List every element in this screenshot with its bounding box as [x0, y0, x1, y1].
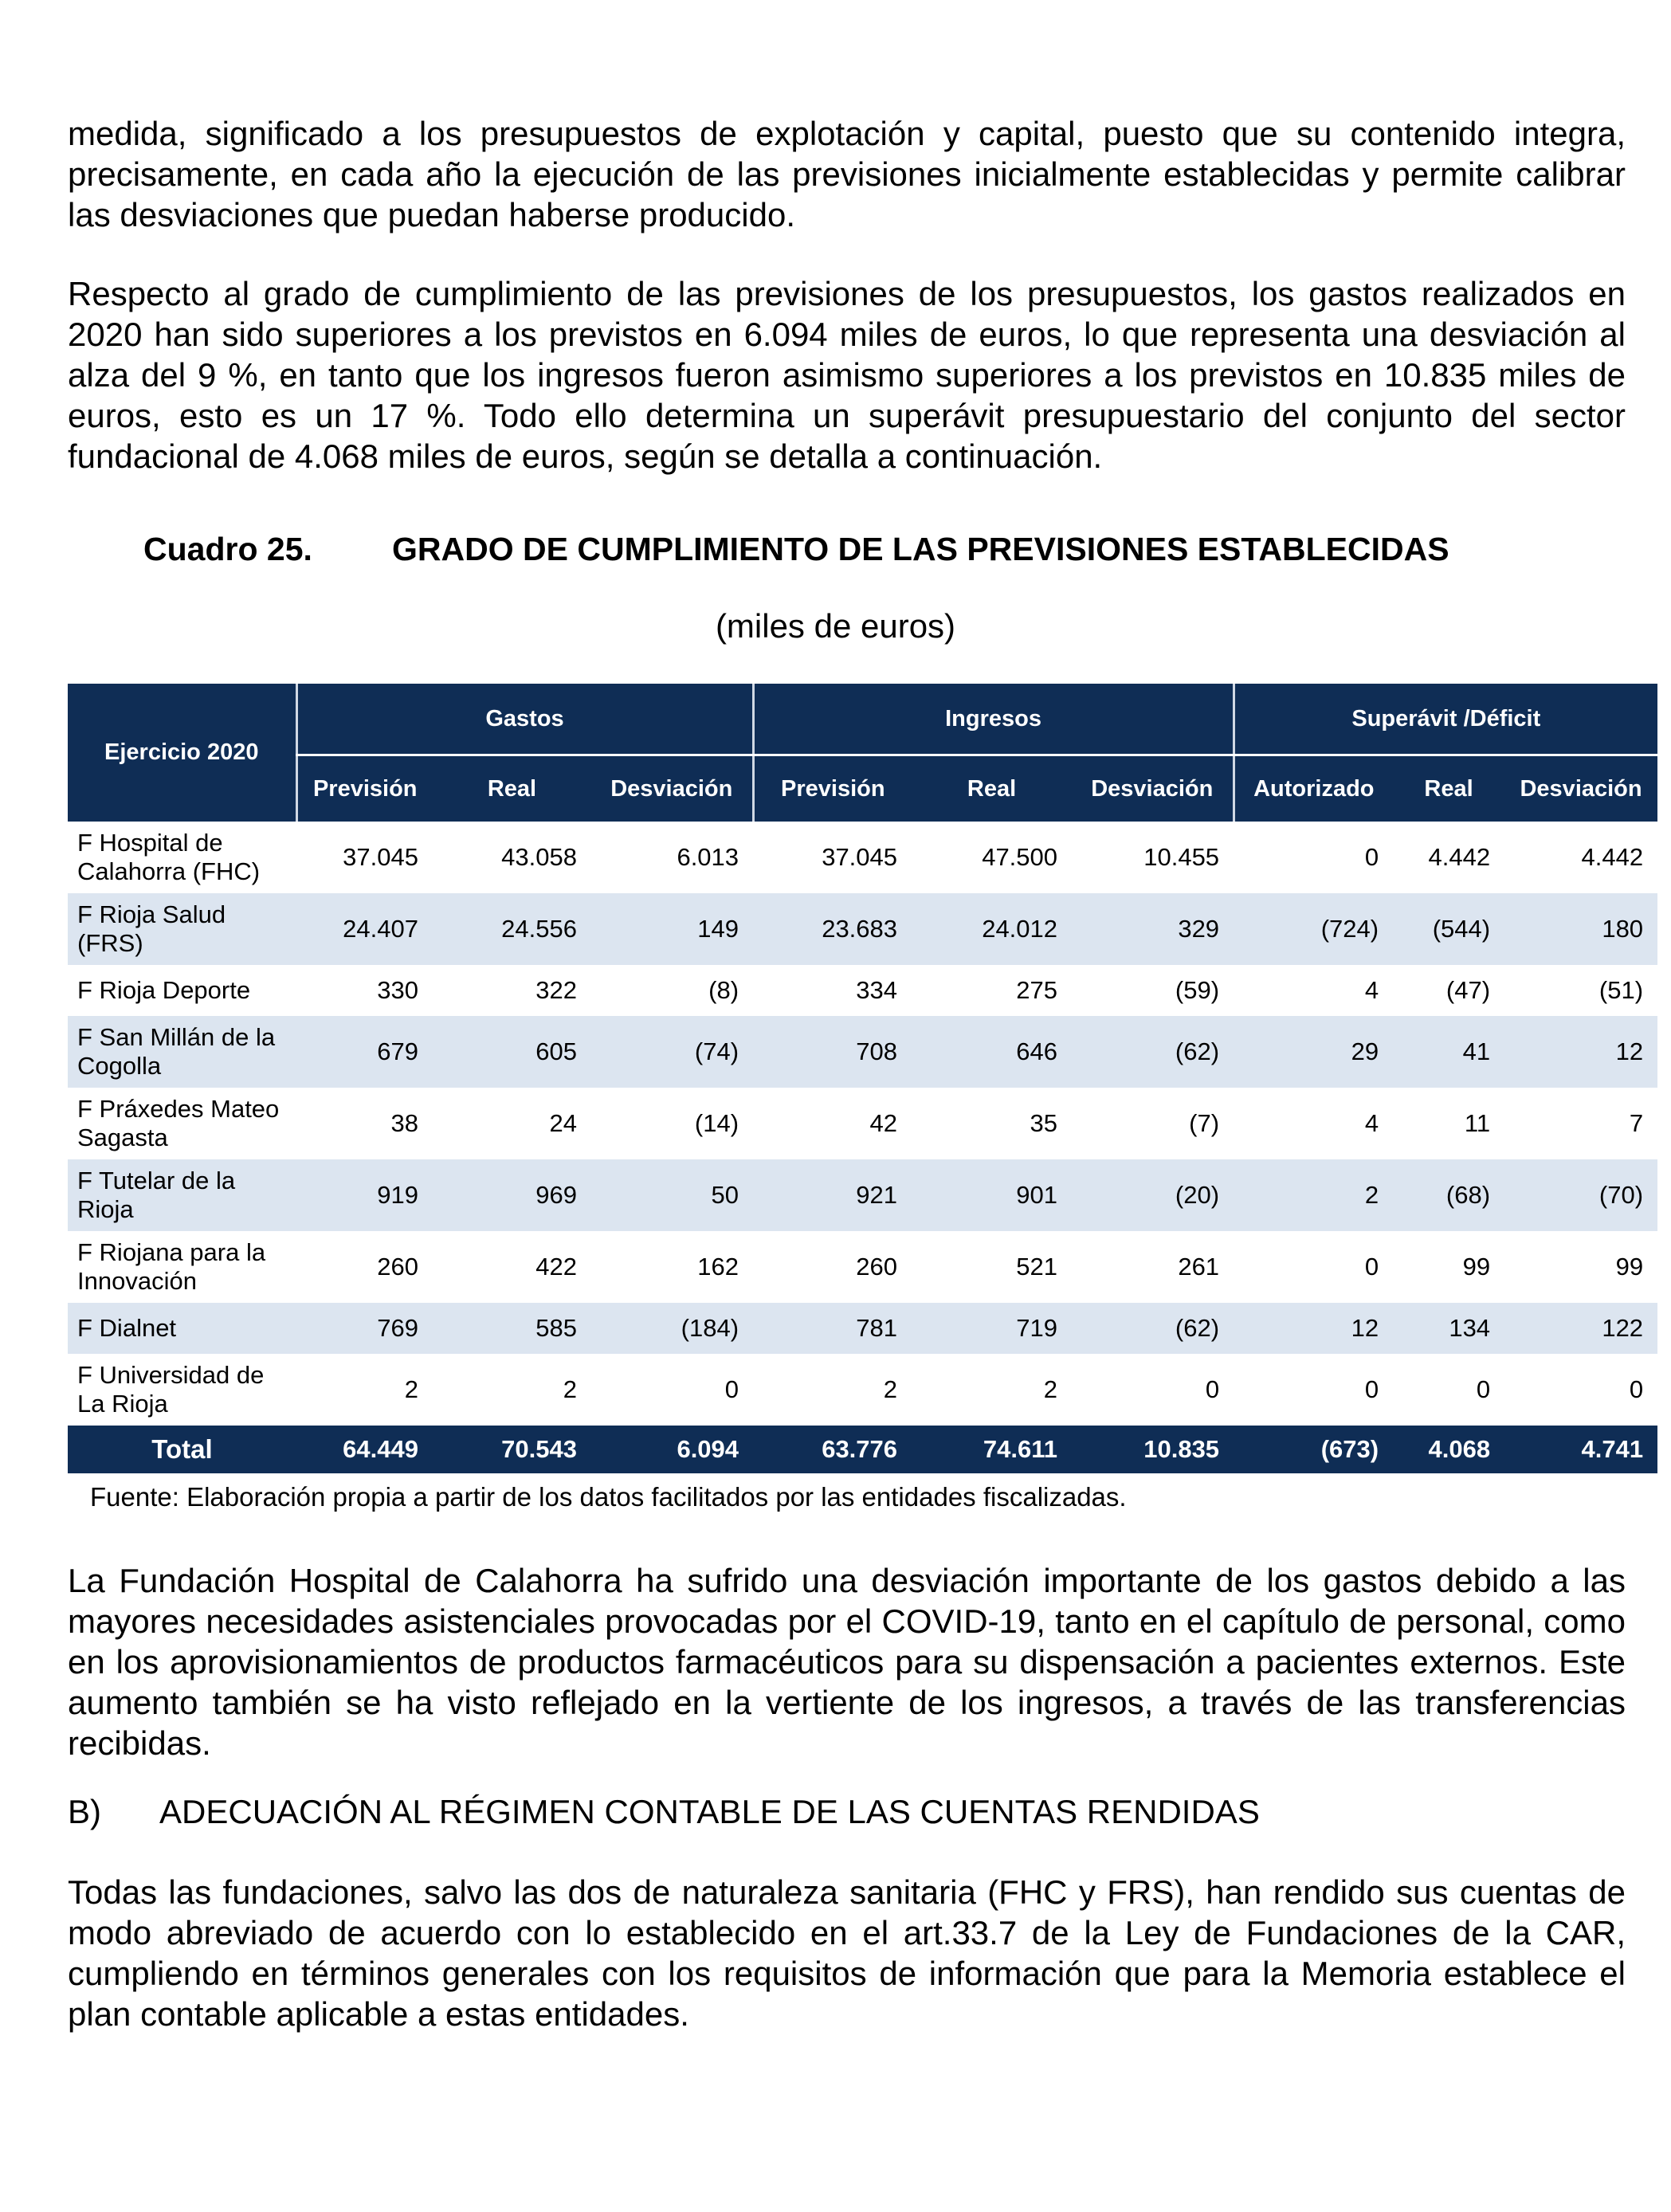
table-cell: 334 [856, 976, 898, 1004]
total-cell: (673) [1234, 1426, 1393, 1473]
table-cell: 134 [1393, 1303, 1504, 1354]
total-cell: 63.776 [753, 1426, 912, 1473]
table-row [68, 1016, 1657, 1088]
corner-header: Ejercicio 2020 [68, 684, 296, 822]
table-row [68, 1231, 1657, 1303]
table-cell: 4.442 [1581, 843, 1644, 871]
table-cell: 921 [753, 1159, 912, 1231]
table-body [68, 822, 1657, 1426]
group-header-ingresos: Ingresos [753, 684, 1234, 755]
table-cell: 2 [563, 1375, 577, 1403]
table-cell: (74) [591, 1016, 753, 1088]
table-cell: 41 [1393, 1016, 1504, 1088]
table-cell: (724) [1234, 893, 1393, 965]
table-cell: 4 [1364, 976, 1379, 1004]
table-cell: (62) [1072, 1016, 1234, 1088]
table-cell: 37.045 [343, 843, 418, 871]
total-cell: 70.543 [433, 1426, 591, 1473]
table-cell: 521 [1016, 1253, 1058, 1281]
table-cell: 4 [1364, 1109, 1379, 1137]
table-cell: 38 [390, 1109, 418, 1137]
table-cell: (14) [694, 1109, 739, 1137]
table-row [68, 822, 1657, 893]
table-cell: 42 [869, 1109, 898, 1137]
table-cell: 261 [1178, 1253, 1220, 1281]
table-cell: 24.012 [912, 893, 1072, 965]
table-cell: (68) [1393, 1159, 1504, 1231]
table-cell: 149 [591, 893, 753, 965]
column-header: Autorizado [1234, 755, 1393, 822]
table-cell: 12 [1234, 1303, 1393, 1354]
table-cell: 329 [1072, 893, 1234, 965]
total-cell: 64.449 [296, 1426, 433, 1473]
table-cell: 646 [912, 1016, 1072, 1088]
table-cell: 719 [912, 1303, 1072, 1354]
table-cell: 37.045 [822, 843, 898, 871]
table-cell: 901 [912, 1159, 1072, 1231]
column-header: Previsión [753, 755, 912, 822]
paragraph-grado-cumplimiento: Respecto al grado de cumplimiento de las previsiones de los presupuestos, los gastos realizados en 2020 han sido superiores a los previstos en 6.094 miles de euros, lo que representa una desviación al alza del 9 %, en tanto que los ingresos fueron asimismo superiores a los previstos en 10.835 miles de euros, esto es un 17 %. Todo ello determina un superávit presupuestario del conjunto del sector fundacional de 4.068 miles de euros, según se detalla a continuación. [68, 275, 1626, 475]
table-cell: (20) [1072, 1159, 1234, 1231]
caption-title: GRADO DE CUMPLIMIENTO DE LAS PREVISIONES ESTABLECIDAS [392, 531, 1449, 567]
column-header: Desviación [1072, 755, 1234, 822]
table-cell: 24 [549, 1109, 577, 1137]
table-cell: 0 [1629, 1375, 1644, 1403]
column-header: Real [912, 755, 1072, 822]
table-cell: 99 [1462, 1253, 1491, 1281]
group-header-superavit: Superávit /Déficit [1234, 684, 1657, 755]
paragraph-intro: medida, significado a los presupuestos de explotación y capital, puesto que su contenido integra, precisamente, en cada año la ejecución de las previsiones inicialmente establecidas y permite calibrar las desviaciones que puedan haberse producido. [68, 115, 1626, 233]
table-cell: 769 [296, 1303, 433, 1354]
column-header: Real [1393, 755, 1504, 822]
table-cell: 29 [1234, 1016, 1393, 1088]
table-cell: 322 [535, 976, 577, 1004]
table-cell: (70) [1504, 1159, 1657, 1231]
section-letter: B) [68, 1793, 101, 1830]
table-cell: 47.500 [982, 843, 1058, 871]
column-header: Real [433, 755, 591, 822]
caption-number: Cuadro 25. [143, 531, 312, 567]
row-label: F San Millán de la Cogolla [68, 1016, 296, 1088]
table-cell: 0 [1364, 1253, 1379, 1281]
table-cell: 12 [1504, 1016, 1657, 1088]
table-cell: 330 [377, 976, 418, 1004]
row-label: F Dialnet [68, 1303, 296, 1354]
column-header: Desviación [1504, 755, 1657, 822]
table-cell: (47) [1445, 976, 1491, 1004]
table-cell: (8) [708, 976, 739, 1004]
table-cell: 122 [1504, 1303, 1657, 1354]
table-cell: (7) [1189, 1109, 1220, 1137]
section-title: ADECUACIÓN AL RÉGIMEN CONTABLE DE LAS CUENTAS RENDIDAS [159, 1793, 1260, 1830]
table-cell: 781 [753, 1303, 912, 1354]
table-row [68, 1088, 1657, 1159]
table-cell: (51) [1598, 976, 1644, 1004]
table-cell: 23.683 [753, 893, 912, 965]
table-cell: 260 [856, 1253, 898, 1281]
table-source-note: Fuente: Elaboración propia a partir de los datos facilitados por las entidades fiscalizadas. [90, 1482, 1127, 1512]
table-cell: (62) [1072, 1303, 1234, 1354]
section-b-heading [68, 1793, 1260, 1831]
table-cell: 2 [1043, 1375, 1058, 1403]
table-cell: 2 [1234, 1159, 1393, 1231]
row-label: F Hospital de Calahorra (FHC) [77, 829, 261, 885]
table-cell: 50 [591, 1159, 753, 1231]
table-cell: 4.442 [1428, 843, 1491, 871]
total-cell: 4.741 [1504, 1426, 1657, 1473]
table-row [68, 1303, 1657, 1354]
table-cell: 708 [753, 1016, 912, 1088]
group-header-gastos: Gastos [296, 684, 753, 755]
total-cell: 4.068 [1393, 1426, 1504, 1473]
column-header: Previsión [296, 755, 433, 822]
table-cell: 6.013 [677, 843, 739, 871]
table-cell: 275 [1016, 976, 1058, 1004]
total-cell: 6.094 [591, 1426, 753, 1473]
table-cell: 43.058 [501, 843, 577, 871]
paragraph-cuentas-abreviadas: Todas las fundaciones, salvo las dos de naturaleza sanitaria (FHC y FRS), han rendido sus cuentas de modo abreviado de acuerdo con lo establecido en el art.33.7 de la Ley de Fundaciones de la CAR, cumpliendo en términos generales con los requisitos de información que para la Memoria establece el plan contable aplicable a estas entidades. [68, 1873, 1626, 2033]
table-cell: 969 [433, 1159, 591, 1231]
table-cell: 35 [1030, 1109, 1058, 1137]
table-cell: (544) [1393, 893, 1504, 965]
table-units: (miles de euros) [715, 607, 956, 645]
table-cell: 11 [1464, 1109, 1491, 1137]
table-cell: 422 [535, 1253, 577, 1281]
row-label: F Riojana para la Innovación [77, 1238, 266, 1295]
table-cell: 260 [377, 1253, 418, 1281]
row-label: F Rioja Salud (FRS) [68, 893, 296, 965]
table-cell: 0 [724, 1375, 739, 1403]
row-label: F Rioja Deporte [77, 976, 251, 1004]
total-cell: 10.835 [1072, 1426, 1234, 1473]
table-cell: 585 [433, 1303, 591, 1354]
table-cell: 99 [1615, 1253, 1644, 1281]
budget-compliance-table [68, 684, 1657, 1473]
table-cell: 0 [1364, 843, 1379, 871]
total-label: Total [68, 1426, 296, 1473]
table-cell: 919 [296, 1159, 433, 1231]
table-cell: 10.455 [1143, 843, 1220, 871]
table-cell: 605 [433, 1016, 591, 1088]
table-row [68, 1159, 1657, 1231]
table-cell: (59) [1175, 976, 1220, 1004]
table-cell: 2 [883, 1375, 898, 1403]
table-cell: 679 [296, 1016, 433, 1088]
row-label: F Tutelar de la Rioja [68, 1159, 296, 1231]
table-cell: 7 [1629, 1109, 1644, 1137]
table-cell: 0 [1476, 1375, 1491, 1403]
table-cell: (184) [591, 1303, 753, 1354]
table-caption [143, 531, 1449, 568]
table-row [68, 893, 1657, 965]
paragraph-fhc-desviacion: La Fundación Hospital de Calahorra ha sufrido una desviación importante de los gastos debido a las mayores necesidades asistenciales provocadas por el COVID-19, tanto en el capítulo de personal, como en los aprovisionamientos de productos farmacéuticos para su dispensación a pacientes externos. Este aumento también se ha visto reflejado en la vertiente de los ingresos, a través de las transferencias recibidas. [68, 1562, 1626, 1762]
table-cell: 0 [1364, 1375, 1379, 1403]
table-cell: 0 [1205, 1375, 1220, 1403]
table-cell: 24.556 [433, 893, 591, 965]
table-row [68, 1354, 1657, 1426]
total-cell: 74.611 [912, 1426, 1072, 1473]
column-header: Desviación [591, 755, 753, 822]
table-row [68, 965, 1657, 1016]
total-row [68, 1426, 1657, 1473]
table-cell: 2 [404, 1375, 418, 1403]
table-cell: 162 [697, 1253, 739, 1281]
row-label: F Universidad de La Rioja [77, 1361, 265, 1418]
table-cell: 180 [1504, 893, 1657, 965]
table-cell: 24.407 [296, 893, 433, 965]
row-label: F Práxedes Mateo Sagasta [77, 1095, 280, 1151]
